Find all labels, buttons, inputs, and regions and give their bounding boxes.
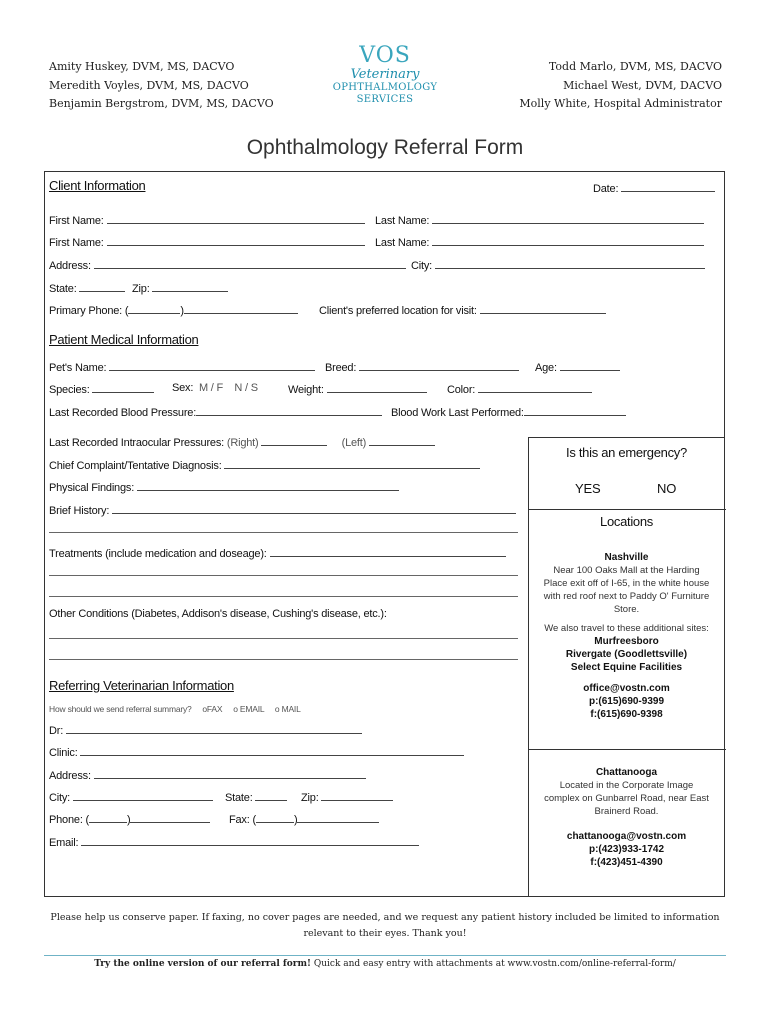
- date-label: Date: [593, 183, 616, 195]
- locations-heading: Locations: [600, 514, 653, 529]
- note-line: relevant to their eyes. Thank you!: [303, 928, 467, 939]
- blood-pressure-field[interactable]: [49, 405, 382, 420]
- note-line: Please help us conserve paper. If faxing, no cover pages are needed, and we request any patient history included be limited to information: [50, 912, 720, 923]
- referring-section-heading: Referring Veterinarian Information: [49, 678, 234, 693]
- vos-logo: [330, 44, 440, 106]
- iop-field[interactable]: Last Recorded Intraocular Pressures: (Right) (Left): [49, 435, 435, 450]
- vet-fax-field[interactable]: Fax: ( ): [229, 812, 379, 827]
- weight-label: Weight: [288, 384, 321, 396]
- history-line[interactable]: [49, 532, 518, 533]
- zip-label: Zip: [132, 283, 147, 295]
- dr-field[interactable]: Dr:: [49, 723, 362, 738]
- species-label: Species: [49, 384, 87, 396]
- client-section-heading: Client Information: [49, 178, 146, 193]
- breed-label: Breed: [325, 362, 354, 374]
- state-label: State: [225, 792, 250, 804]
- weight-field[interactable]: Weight:: [288, 382, 427, 397]
- client-state-field[interactable]: State:: [49, 281, 125, 296]
- nashville-desc: Store.: [613, 604, 640, 615]
- other-conditions-label: Other Conditions (Diabetes, Addison's disease, Cushing's disease, etc.):: [49, 608, 387, 620]
- nashville-phone: p:(615)690-9399: [588, 696, 665, 707]
- dr-label: Dr: [49, 725, 61, 737]
- mail-option[interactable]: o MAIL: [274, 704, 301, 714]
- email-label: Email: [49, 837, 76, 849]
- patient-section-heading: Patient Medical Information: [49, 332, 199, 347]
- site-name: Murfreesboro: [594, 636, 659, 647]
- chattanooga-desc: Located in the Corporate Image: [559, 780, 694, 791]
- email-option[interactable]: o EMAIL: [233, 704, 265, 714]
- age-label: Age: [535, 362, 554, 374]
- treatments-label: Treatments (include medication and doseage): [49, 548, 264, 560]
- client-first-name-field[interactable]: First Name:: [49, 213, 365, 228]
- client-city-field[interactable]: City:: [411, 258, 705, 273]
- fax-option[interactable]: oFAX: [202, 704, 223, 714]
- sex-options[interactable]: M / F N / S: [198, 382, 258, 394]
- physical-findings-field[interactable]: Physical Findings:: [49, 480, 399, 495]
- city-label: City: [49, 792, 68, 804]
- date-field[interactable]: Date:: [593, 181, 715, 196]
- nashville-block: [528, 551, 725, 721]
- client-phone-field[interactable]: Primary Phone: ( ): [49, 303, 298, 318]
- page-title: Ophthalmology Referral Form: [246, 136, 524, 159]
- age-field[interactable]: Age:: [535, 360, 620, 375]
- chattanooga-phone: p:(423)933-1742: [588, 844, 665, 855]
- fax-label: Fax: [229, 814, 247, 826]
- emergency-no-option[interactable]: NO: [657, 481, 677, 496]
- last-name-label: Last Name: [375, 237, 427, 249]
- other-conditions-line[interactable]: [49, 638, 518, 639]
- physical-findings-label: Physical Findings: [49, 482, 132, 494]
- site-name: Rivergate (Goodlettsville): [565, 649, 688, 660]
- sex-field[interactable]: Sex: M / F N / S: [172, 382, 258, 394]
- species-field[interactable]: Species:: [49, 382, 154, 397]
- treatments-line[interactable]: [49, 575, 518, 576]
- nashville-desc: Place exit off of I-65, in the white house: [543, 578, 710, 589]
- color-label: Color: [447, 384, 473, 396]
- complaint-field[interactable]: Chief Complaint/Tentative Diagnosis:: [49, 458, 480, 473]
- logo-line: OPHTHALMOLOGY: [332, 82, 438, 93]
- sex-label: Sex: [172, 382, 191, 394]
- vet-state-field[interactable]: State:: [225, 790, 287, 805]
- online-form-bold: Try the online version of our referral form!: [94, 959, 311, 969]
- doctor-name: Molly White, Hospital Administrator: [519, 97, 722, 110]
- logo-line: Veterinary: [350, 67, 420, 82]
- doctor-name: Michael West, DVM, DACVO: [563, 78, 722, 92]
- first-name-label: First Name: [49, 215, 101, 227]
- nashville-name: Nashville: [604, 552, 649, 563]
- site-name: Select Equine Facilities: [570, 662, 683, 673]
- logo-mark: VOS: [359, 43, 411, 68]
- pet-name-label: Pet's Name: [49, 362, 104, 374]
- last-name-label: Last Name: [375, 215, 427, 227]
- clinic-field[interactable]: Clinic:: [49, 745, 464, 760]
- doctor-name: Amity Huskey, DVM, MS, DACVO: [49, 60, 235, 73]
- brief-history-label: Brief History: [49, 505, 107, 517]
- address-label: Address: [49, 260, 88, 272]
- chattanooga-email-link[interactable]: chattanooga@vostn.com: [566, 831, 687, 842]
- doctor-name: Benjamin Bergstrom, DVM, MS, DACVO: [49, 97, 274, 110]
- treatments-field[interactable]: Treatments (include medication and doseage):: [49, 546, 506, 561]
- online-form-note: [40, 956, 730, 972]
- client-zip-field[interactable]: Zip:: [132, 281, 228, 296]
- clinic-label: Clinic: [49, 747, 75, 759]
- treatments-line[interactable]: [49, 596, 518, 597]
- right-doctor-list: [519, 58, 722, 114]
- chattanooga-desc: Brainerd Road.: [594, 806, 659, 817]
- vet-address-field[interactable]: Address:: [49, 768, 366, 783]
- client-first-name-field-2[interactable]: First Name:: [49, 235, 365, 250]
- zip-label: Zip: [301, 792, 316, 804]
- pet-name-field[interactable]: Pet's Name:: [49, 360, 315, 375]
- bloodwork-label: Blood Work Last Performed:: [391, 407, 524, 419]
- conserve-paper-note: [40, 910, 730, 942]
- vet-email-field[interactable]: Email:: [49, 835, 419, 850]
- doctor-name: Todd Marlo, DVM, MS, DACVO: [548, 60, 722, 73]
- other-conditions-line[interactable]: [49, 659, 518, 660]
- color-field[interactable]: Color:: [447, 382, 592, 397]
- breed-field[interactable]: Breed:: [325, 360, 519, 375]
- doctor-name: Meredith Voyles, DVM, MS, DACVO: [49, 78, 249, 92]
- client-last-name-field-2[interactable]: Last Name:: [375, 235, 704, 250]
- nashville-desc: Near 100 Oaks Mall at the Harding: [553, 565, 700, 576]
- iop-label: Last Recorded Intraocular Pressures: [49, 437, 222, 449]
- complaint-label: Chief Complaint/Tentative Diagnosis: [49, 460, 219, 472]
- divider: [529, 509, 726, 510]
- emergency-yes-option[interactable]: YES: [575, 481, 601, 496]
- bloodwork-field[interactable]: [391, 405, 626, 420]
- vet-phone-field[interactable]: Phone: ( ): [49, 812, 210, 827]
- chattanooga-block: [528, 766, 725, 869]
- divider: [529, 749, 726, 750]
- logo-line: SERVICES: [356, 94, 414, 105]
- travel-note: We also travel to these additional sites:: [544, 623, 709, 634]
- iop-right-label: (Right): [226, 437, 259, 449]
- first-name-label: First Name: [49, 237, 101, 249]
- nashville-email-link[interactable]: office@vostn.com: [583, 683, 670, 694]
- city-label: City: [411, 260, 430, 272]
- preferred-location-label: Client's preferred location for visit:: [319, 305, 477, 317]
- state-label: State: [49, 283, 74, 295]
- send-summary-label: How should we send referral summary?: [49, 704, 192, 714]
- chattanooga-fax: f:(423)451-4390: [590, 857, 663, 868]
- brief-history-field[interactable]: Brief History:: [49, 503, 516, 518]
- phone-label: Phone: [49, 814, 80, 826]
- online-form-link[interactable]: Quick and easy entry with attachments at www.vostn.com/online-referral-form/: [311, 959, 676, 969]
- send-summary-options: [49, 703, 301, 716]
- phone-label: Primary Phone: [49, 305, 120, 317]
- left-doctor-list: [49, 58, 274, 114]
- preferred-location-field[interactable]: [319, 303, 606, 318]
- client-last-name-field[interactable]: Last Name:: [375, 213, 704, 228]
- emergency-question: Is this an emergency?: [566, 445, 687, 460]
- nashville-fax: f:(615)690-9398: [590, 709, 663, 720]
- nashville-desc: with red roof next to Paddy O' Furniture: [543, 591, 710, 602]
- client-address-field[interactable]: Address:: [49, 258, 406, 273]
- iop-left-label: (Left): [341, 437, 367, 449]
- vet-zip-field[interactable]: Zip:: [301, 790, 393, 805]
- blood-pressure-label: Last Recorded Blood Pressure:: [49, 407, 197, 419]
- chattanooga-name: Chattanooga: [595, 767, 658, 778]
- chattanooga-desc: complex on Gunbarrel Road, near East: [544, 793, 709, 804]
- address-label: Address: [49, 770, 88, 782]
- vet-city-field[interactable]: City:: [49, 790, 213, 805]
